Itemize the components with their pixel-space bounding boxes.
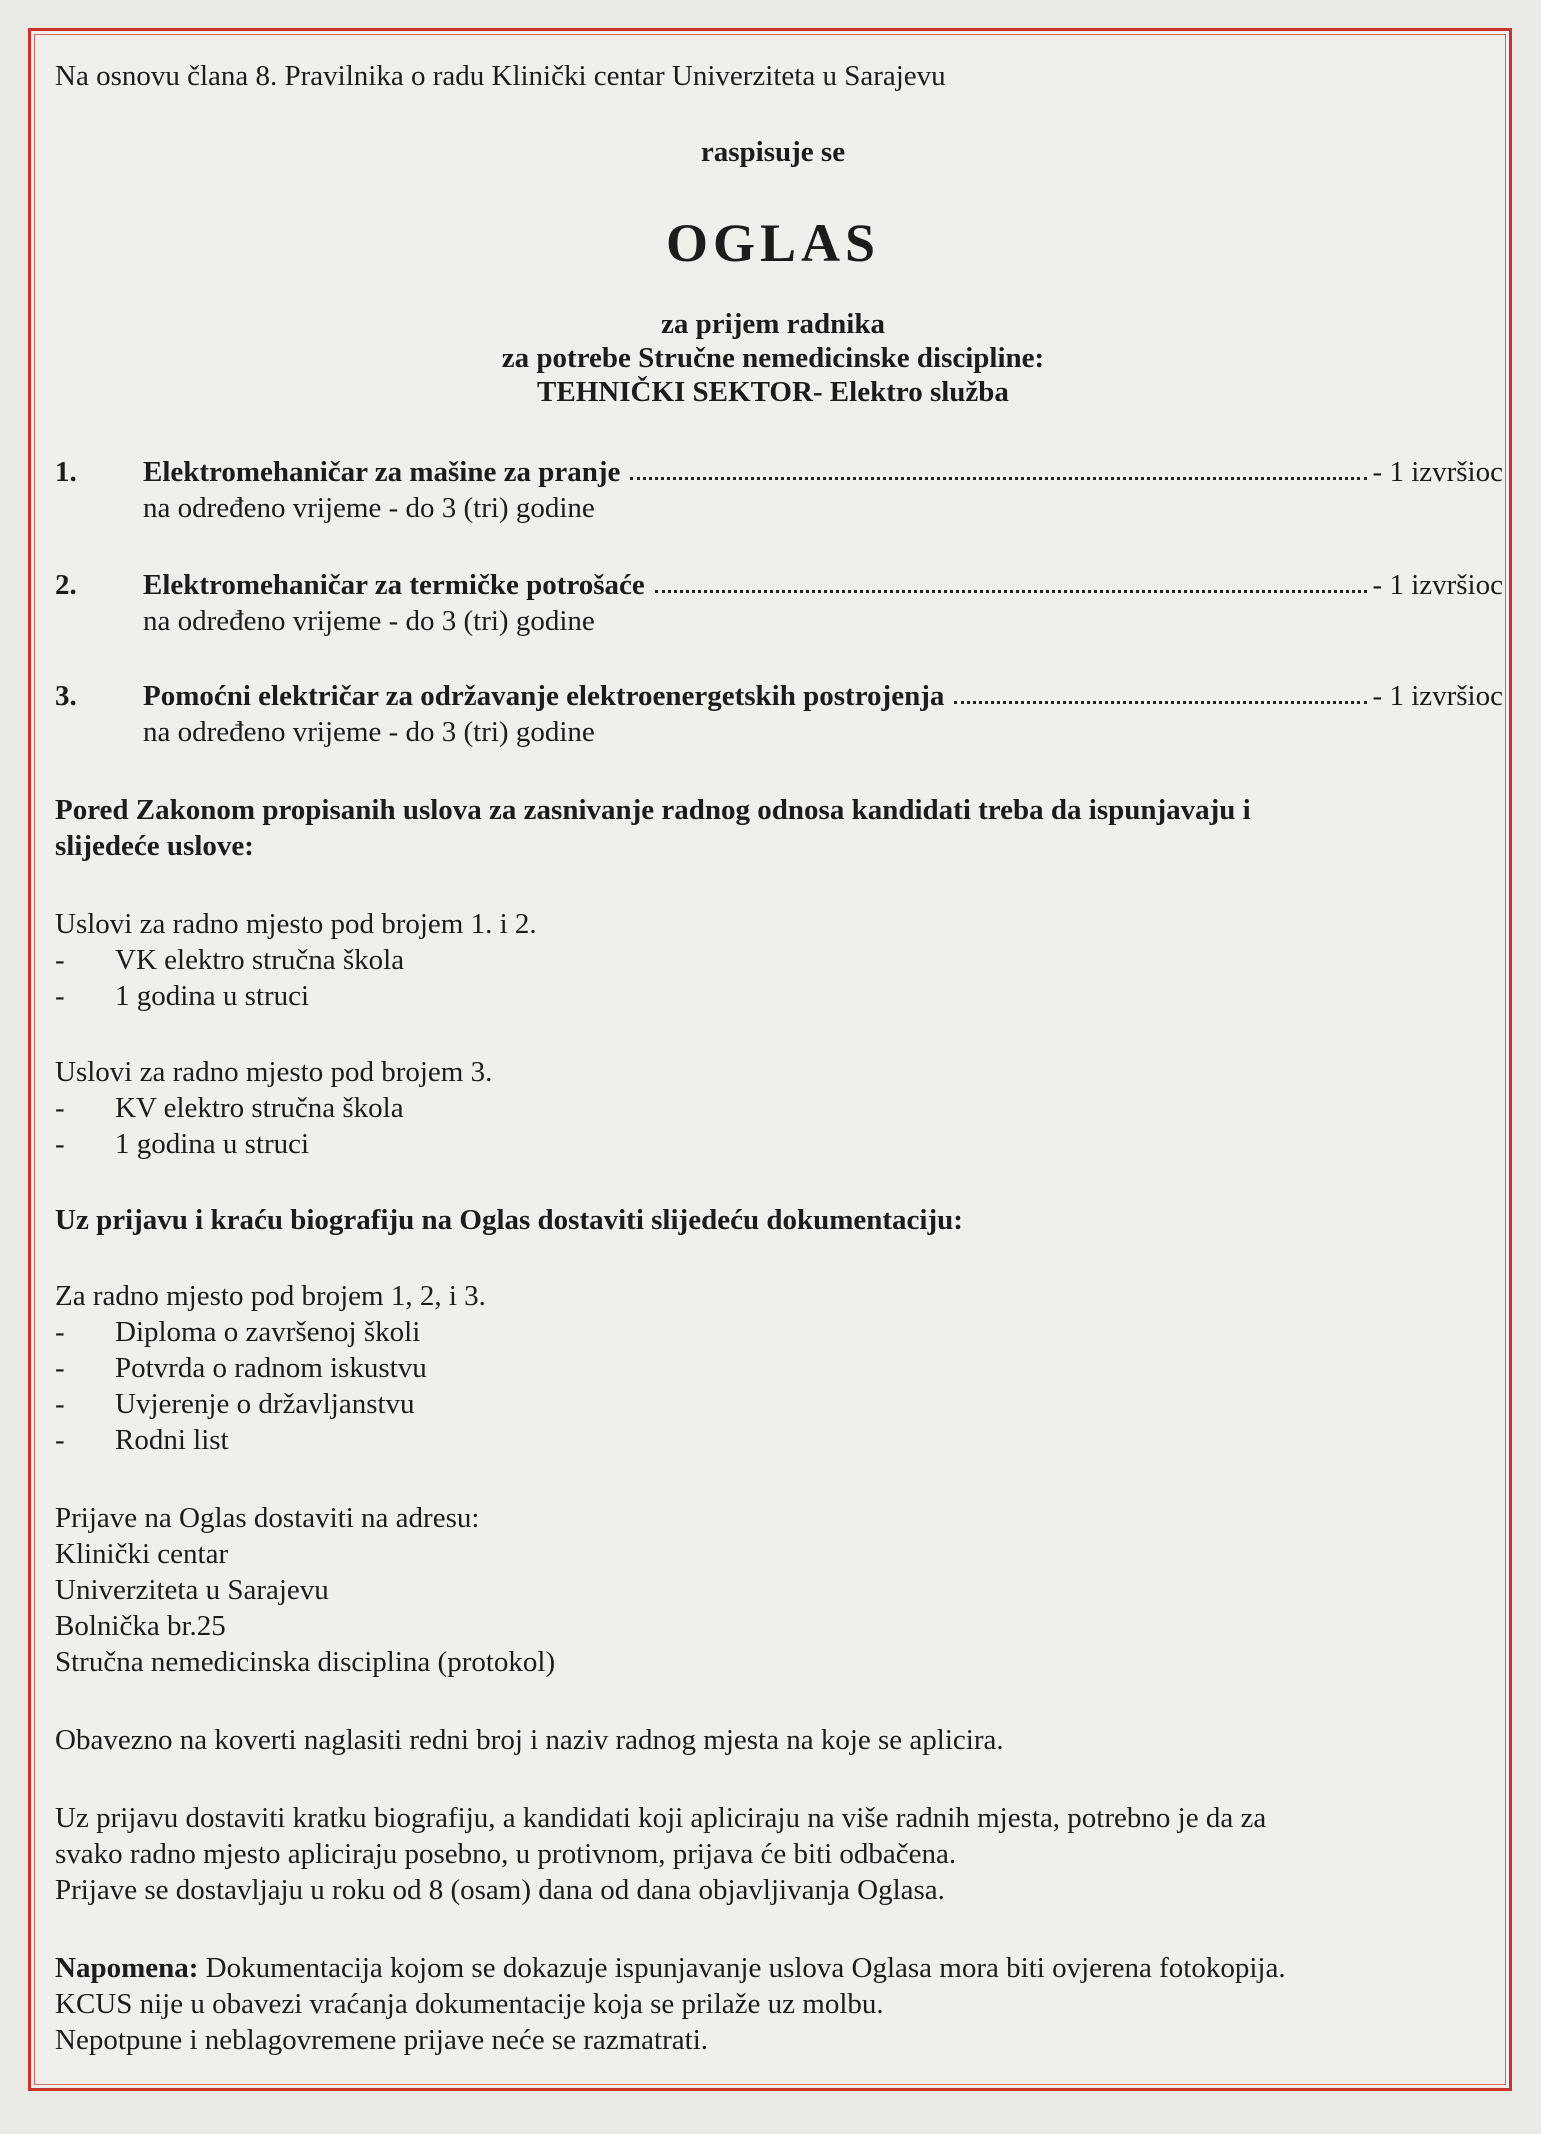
position-row xyxy=(143,455,1503,489)
position-term: na određeno vrijeme - do 3 (tri) godine xyxy=(143,492,595,524)
position-number: 1. xyxy=(55,456,77,488)
conditions-intro-line-1: Pored Zakonom propisanih uslova za zasnivanje radnog odnosa kandidati treba da ispunjavaju i xyxy=(55,794,1251,826)
conditions-3-heading: Uslovi za radno mjesto pod brojem 3. xyxy=(55,1056,493,1088)
position-term: na određeno vrijeme - do 3 (tri) godine xyxy=(143,716,595,748)
address-line: Univerziteta u Sarajevu xyxy=(55,1574,329,1606)
note-line-1 xyxy=(55,1951,1286,1985)
dot-leader xyxy=(630,477,1366,480)
note-line-3: Nepotpune i neblagovremene prijave neće se razmatrati. xyxy=(55,2024,708,2056)
envelope-note: Obavezno na koverti naglasiti redni broj i naziv radnog mjesta na koje se aplicira. xyxy=(55,1724,1004,1756)
list-bullet: - xyxy=(55,944,65,976)
raspisuje-text: raspisuje se xyxy=(700,136,846,168)
position-number: 3. xyxy=(55,680,77,712)
list-item: VK elektro stručna škola xyxy=(115,944,405,976)
position-row xyxy=(143,679,1503,713)
note-line-2: KCUS nije u obavezi vraćanja dokumentacije koja se prilaže uz molbu. xyxy=(55,1988,884,2020)
page-title: OGLAS xyxy=(665,213,881,273)
position-count: - 1 izvršioc xyxy=(1372,456,1503,488)
list-bullet: - xyxy=(55,1352,65,1384)
submission-line-2: svako radno mjesto apliciraju posebno, u protivnom, prijava će biti odbačena. xyxy=(55,1838,957,1870)
list-item: 1 godina u struci xyxy=(115,980,310,1012)
position-name: Pomoćni električar za održavanje elektroenergetskih postrojenja xyxy=(143,680,945,712)
position-name: Elektromehaničar za termičke potrošaće xyxy=(143,569,645,601)
address-line: Bolnička br.25 xyxy=(55,1610,226,1642)
list-bullet: - xyxy=(55,980,65,1012)
list-item: Potvrda o radnom iskustvu xyxy=(115,1352,427,1384)
list-bullet: - xyxy=(55,1388,65,1420)
list-item: 1 godina u struci xyxy=(115,1128,310,1160)
position-count: - 1 izvršioc xyxy=(1372,680,1503,712)
list-bullet: - xyxy=(55,1424,65,1456)
position-number: 2. xyxy=(55,569,77,601)
conditions-intro-line-2: slijedeće uslove: xyxy=(55,830,254,862)
list-item: Diploma o završenoj školi xyxy=(115,1316,421,1348)
list-item: KV elektro stručna škola xyxy=(115,1092,404,1124)
announcement-frame xyxy=(28,28,1512,2091)
docs-subheading: Za radno mjesto pod brojem 1, 2, i 3. xyxy=(55,1280,486,1312)
position-term: na određeno vrijeme - do 3 (tri) godine xyxy=(143,605,595,637)
list-bullet: - xyxy=(55,1128,65,1160)
docs-heading: Uz prijavu i kraću biografiju na Oglas dostaviti slijedeću dokumentaciju: xyxy=(55,1204,963,1236)
note-text: Dokumentacija kojom se dokazuje ispunjavanje uslova Oglasa mora biti ovjerena fotokopija. xyxy=(198,1952,1286,1984)
list-item: Rodni list xyxy=(115,1424,229,1456)
list-bullet: - xyxy=(55,1316,65,1348)
address-heading: Prijave na Oglas dostaviti na adresu: xyxy=(55,1502,480,1534)
list-item: Uvjerenje o državljanstvu xyxy=(115,1388,415,1420)
subtitle-line-2: za potrebe Stručne nemedicinske discipline: xyxy=(501,342,1045,374)
submission-line-1: Uz prijavu dostaviti kratku biografiju, a kandidati koji apliciraju na više radnih mjesta, potrebno je da za xyxy=(55,1802,1267,1834)
subtitle-line-3: TEHNIČKI SEKTOR- Elektro služba xyxy=(537,376,1009,408)
submission-line-3: Prijave se dostavljaju u roku od 8 (osam) dana od dana objavljivanja Oglasa. xyxy=(55,1874,945,1906)
position-count: - 1 izvršioc xyxy=(1372,569,1503,601)
intro-text: Na osnovu člana 8. Pravilnika o radu Klinički centar Univerziteta u Sarajevu xyxy=(55,60,946,92)
position-name: Elektromehaničar za mašine za pranje xyxy=(143,456,621,488)
address-line: Stručna nemedicinska disciplina (protokol) xyxy=(55,1646,556,1678)
position-row xyxy=(143,568,1503,602)
dot-leader xyxy=(655,590,1367,593)
address-line: Klinički centar xyxy=(55,1538,229,1570)
list-bullet: - xyxy=(55,1092,65,1124)
conditions-1-2-heading: Uslovi za radno mjesto pod brojem 1. i 2. xyxy=(55,908,537,940)
dot-leader xyxy=(954,701,1366,704)
subtitle-line-1: za prijem radnika xyxy=(661,308,885,340)
note-label: Napomena: xyxy=(55,1952,199,1984)
